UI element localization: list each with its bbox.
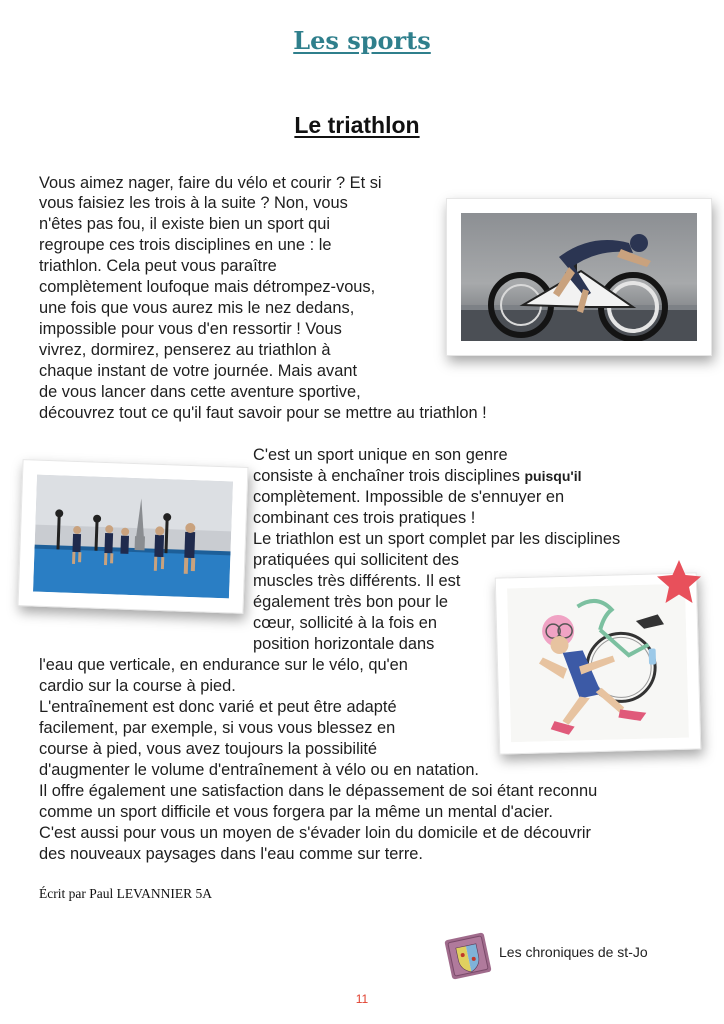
body-line: course à pied, vous avez toujours la possibilité [39, 740, 378, 758]
body-line: Il offre également une satisfaction dans le dépassement de soi étant reconnu [39, 782, 598, 800]
section-title: Les sports [293, 26, 431, 55]
body-line [253, 466, 582, 486]
intro-line: de vous lancer dans cette aventure sportive, [39, 383, 361, 401]
runners-image [33, 475, 233, 599]
cartoon-image [507, 584, 689, 743]
body-line: C'est un sport unique en son genre [253, 446, 508, 464]
intro-line: triathlon. Cela peut vous paraître [39, 257, 277, 275]
star-icon [655, 558, 703, 606]
runners-photo [18, 459, 249, 614]
body-line: l'eau que verticale, en endurance sur le vélo, qu'en [39, 656, 408, 674]
publication-name: Les chroniques de st-Jo [499, 944, 648, 960]
body-line: cœur, sollicité à la fois en [253, 614, 438, 632]
intro-line: vous faisiez les trois à la suite ? Non, vous [39, 194, 348, 212]
body-line-bold: puisqu'il [524, 468, 582, 484]
body-line: complètement. Impossible de s'ennuyer en [253, 488, 565, 506]
intro-line: chaque instant de votre journée. Mais avant [39, 362, 357, 380]
body-line: Le triathlon est un sport complet par les disciplines [253, 530, 621, 548]
body-line: muscles très différents. Il est [253, 572, 461, 590]
article-title: Le triathlon [294, 112, 420, 138]
body-line: cardio sur la course à pied. [39, 677, 236, 695]
body-line: combinant ces trois pratiques ! [253, 509, 476, 527]
intro-line: Vous aimez nager, faire du vélo et courir ? Et si [39, 174, 382, 192]
intro-line: complètement loufoque mais détrompez-vous, [39, 278, 376, 296]
body-line: également très bon pour le [253, 593, 448, 611]
intro-line: regroupe ces trois disciplines en une : le [39, 236, 332, 254]
intro-line: impossible pour vous d'en ressortir ! Vous [39, 320, 342, 338]
body-line: des nouveaux paysages dans l'eau comme sur terre. [39, 845, 423, 863]
body-line-text: consiste à enchaîner trois disciplines [253, 467, 525, 485]
author-credit: Écrit par Paul LEVANNIER 5A [39, 886, 212, 901]
body-line: L'entraînement est donc varié et peut être adapté [39, 698, 397, 716]
cyclist-image [461, 213, 697, 341]
intro-line: une fois que vous aurez mis le nez dedans, [39, 299, 355, 317]
body-line: pratiquées qui sollicitent des [253, 551, 459, 569]
school-crest-icon [440, 928, 496, 984]
body-line: d'augmenter le volume d'entraînement à vélo ou en natation. [39, 761, 479, 779]
intro-line: découvrez tout ce qu'il faut savoir pour se mettre au triathlon ! [39, 404, 487, 422]
body-line: facilement, par exemple, si vous vous blessez en [39, 719, 396, 737]
intro-line: vivrez, dormirez, penserez au triathlon à [39, 341, 331, 359]
body-line: C'est aussi pour vous un moyen de s'évader loin du domicile et de découvrir [39, 824, 591, 842]
body-line: position horizontale dans [253, 635, 435, 653]
cyclist-photo [446, 198, 712, 356]
intro-line: n'êtes pas fou, il existe bien un sport qui [39, 215, 331, 233]
page-number: 11 [355, 992, 369, 1006]
body-line: comme un sport difficile et vous forgera par la même un mental d'acier. [39, 803, 553, 821]
